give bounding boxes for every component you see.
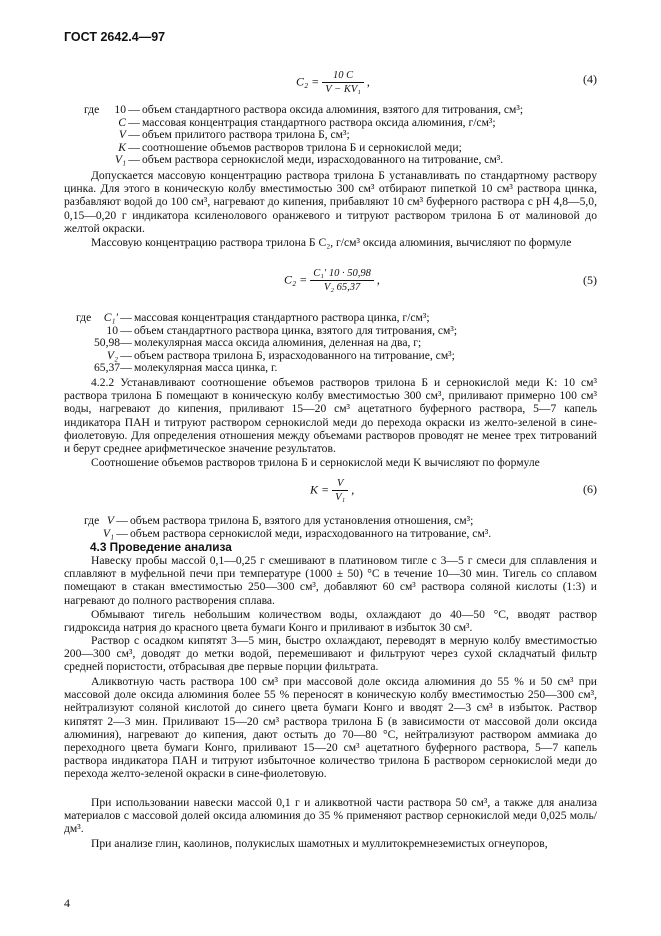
formula-5-number: (5) [583, 273, 597, 287]
paragraph-clays: При анализе глин, каолинов, полукислых шамотных и муллитокремнеземистых огнеупоров, [91, 837, 548, 850]
definition-row: C — массовая концентрация стандартного раствора оксида алюминия, г/см³; [84, 117, 523, 130]
formula-6-number: (6) [583, 482, 597, 496]
paragraph-aliquot: Аликвотную часть раствора 100 см³ при массовой доле оксида алюминия до 55 % и 50 см³ при массовой доле оксида алюминия более 55 % переносят в коническую колбу вместимостью 250—300 см³, нейтрализуют соляной кислотой до синего цвета бумаги Конго и вводят 2—3 см³ в избыток. Раствор кипятят 2—3 мин. Приливают 15—20 см³ раствора трилона Б (в зависимости от массовой доли оксида алюминия), нагревают до кипения, дают остыть до 70—80 °С, нейтрализуют раствором аммиака до переходного цвета бумаги Конго, приливают 15—20 см³ ацетатного буферного раствора, 5—7 капель раствора индикатора ПАН и титруют избыточное количество трилона Б раствором сернокислой меди до перехода желто-зеленой окраски в сине-фиолетовую. [64, 675, 597, 781]
section-heading-4-3: 4.3 Проведение анализа [90, 540, 232, 554]
definition-row: где 10 — объем стандартного раствора оксида алюминия, взятого для титрования, см³; [84, 103, 524, 116]
definition-row: 65,37 — молекулярная масса цинка, г. [94, 361, 278, 375]
formula-5-numerator: C₁′ 10 · 50,98 [310, 268, 374, 281]
definition-symbol: V₂ [106, 348, 118, 362]
definitions-intro: где [84, 514, 100, 527]
definitions-1 [84, 104, 523, 167]
formula-6-fraction [332, 478, 348, 503]
paragraph-zinc-standard: Допускается массовую концентрацию раствора трилона Б устанавливать по стандартному раствору цинка. Для этого в коническую колбу вместимостью 300 см³ отбирают пипеткой 10 см³ раствора цинка, разбавляют водой до 100 см³, нагревают до кипения, прибавляют 10 см³ буферного раствора с pH 4,8—5,0, 0,15—0,20 г индикатора ксиленолового оранжевого и титруют раствором трилона Б от малиновой до желтой окраски. [64, 169, 597, 235]
definition-row: V₂ — объем раствора трилона Б, израсходованного на титрование, см³; [76, 350, 457, 363]
paragraph-rinse: Обмывают тигель небольшим количеством воды, охлаждают до 40—50 °С, вводят раствор гидроксида натрия до красного цвета бумаги Конго и приливают в избыток 30 см³. [64, 608, 597, 635]
formula-4-denominator: V − KV₁ [325, 84, 361, 95]
formula-5-tail: , [376, 272, 380, 287]
definition-text: соотношение объемов растворов трилона Б и сернокислой меди; [142, 140, 462, 154]
definition-text: объем раствора сернокислой меди, израсходованного на титрование, см³. [142, 153, 504, 167]
definition-symbol: V₁ [114, 153, 126, 167]
definition-text: объем стандартного раствора оксида алюминия, взятого для титрования, см³; [142, 103, 524, 116]
definition-symbol: C₁′ [103, 311, 118, 324]
formula-4 [296, 70, 370, 95]
definition-symbol: V [118, 128, 126, 142]
definition-row: V₁ — объем раствора сернокислой меди, израсходованного на титрование, см³. [102, 526, 492, 540]
formula-5-denominator: V₂ 65,37 [323, 282, 361, 293]
definitions-2 [76, 312, 457, 375]
formula-4-lhs: C₂ = [296, 74, 320, 89]
definitions-intro: где [76, 311, 92, 324]
definition-text: объем раствора сернокислой меди, израсходованного на титрование, см³. [130, 526, 492, 540]
formula-6-lhs: K = [310, 482, 330, 497]
formula-4-fraction [322, 70, 364, 95]
definition-symbol: 10 [114, 103, 126, 116]
definition-symbol: 50,98 [94, 336, 121, 350]
definition-text: молекулярная масса оксида алюминия, деленная на два, г; [134, 336, 422, 350]
definition-row: K — соотношение объемов растворов трилона Б и сернокислой меди; [84, 142, 523, 155]
formula-4-numerator: 10 C [322, 70, 364, 83]
paragraph-c2-intro: Массовую концентрацию раствора трилона Б C₂, г/см³ оксида алюминия, вычисляют по формуле [91, 236, 572, 249]
formula-5-lhs: C₂ = [284, 272, 308, 287]
formula-4-number: (4) [583, 72, 597, 86]
definitions-intro: где [84, 103, 100, 116]
document-header: ГОСТ 2642.4—97 [64, 30, 166, 44]
definition-text: молекулярная масса цинка, г. [134, 361, 278, 375]
formula-6 [310, 478, 354, 503]
formula-6-numerator: V [332, 478, 348, 491]
definition-text: объем стандартного раствора цинка, взятого для титрования, см³; [134, 323, 458, 337]
definition-row: V₁ — объем раствора сернокислой меди, израсходованного на титрование, см³. [84, 154, 523, 167]
definition-row: где V — объем раствора трилона Б, взятого для установления отношения, см³; [84, 514, 474, 527]
formula-5-fraction [310, 268, 374, 293]
page-number: 4 [64, 896, 70, 910]
definition-row: 10 — объем стандартного раствора цинка, взятого для титрования, см³; [76, 325, 457, 338]
paragraph-k-intro: Соотношение объемов растворов трилона Б и сернокислой меди K вычисляют по формуле [91, 456, 540, 469]
paragraph-copper-sulfate: При использовании навески массой 0,1 г и аликвотной части раствора 50 см³, а также для анализа материалов с массовой долей оксида алюминия до 35 % применяют раствор сернокислой меди 0,025 моль/дм³. [64, 796, 597, 836]
formula-6-tail: , [351, 482, 355, 497]
definition-symbol: V₁ [102, 526, 114, 540]
definition-row: 50,98 — молекулярная масса оксида алюминия, деленная на два, г; [94, 336, 422, 350]
definition-symbol: K [118, 140, 126, 154]
formula-5 [284, 268, 380, 293]
paragraph-4-2-2: 4.2.2 Устанавливают соотношение объемов растворов трилона Б и сернокислой меди K: 10 см³ раствора трилона Б помещают в коническую колбу вместимостью 300 см³, приливают примерно 100 см³ воды, нагревают до кипения, приливают 15—20 см³ ацетатного буферного раствора, 5—7 капель индикатора ПАН и титруют раствором сернокислой меди до перехода окраски из желто-зеленой в сине-фиолетовую. Для определения отношения между объемами растворов проводят не менее трех титрований и берут среднее арифметическое значение результатов. [64, 376, 597, 456]
definition-symbol: 10 [106, 323, 118, 337]
definition-symbol: C [118, 115, 126, 129]
definition-text: массовая концентрация стандартного раствора цинка, г/см³; [134, 311, 430, 324]
definition-symbol: 65,37 [94, 361, 121, 375]
definition-row: V — объем прилитого раствора трилона Б, см³; [84, 129, 523, 142]
definition-text: объем раствора трилона Б, израсходованного на титрование, см³; [134, 348, 455, 362]
paragraph-fusion: Навеску пробы массой 0,1—0,25 г смешивают в платиновом тигле с 3—5 г смеси для сплавления и сплавляют в муфельной печи при температуре (1000 ± 50) °С в течение 10—30 мин. Тигель со сплавом помещают в стакан вместимостью 250—300 см³, добавляют 60 см³ раствора соляной кислоты (1:3) и нагревают до полного растворения сплава. [64, 554, 597, 607]
definition-text: объем прилитого раствора трилона Б, см³; [142, 128, 350, 142]
formula-6-denominator: V₁ [335, 492, 346, 503]
paragraph-boil: Раствор с осадком кипятят 3—5 мин, быстро охлаждают, переводят в мерную колбу вместимостью 200—300 см³, доводят до метки водой, перемешивают и фильтруют через сухой складчатый фильтр средней пористости, отбрасывая две первые порции фильтрата. [64, 634, 597, 674]
definition-text: объем раствора трилона Б, взятого для установления отношения, см³; [130, 514, 474, 527]
definition-row: где C₁′ — массовая концентрация стандартного раствора цинка, г/см³; [76, 311, 430, 324]
definition-symbol: V [106, 514, 114, 527]
definition-text: массовая концентрация стандартного раствора оксида алюминия, г/см³; [142, 115, 496, 129]
definitions-3 [84, 515, 491, 540]
formula-4-tail: , [366, 74, 370, 89]
